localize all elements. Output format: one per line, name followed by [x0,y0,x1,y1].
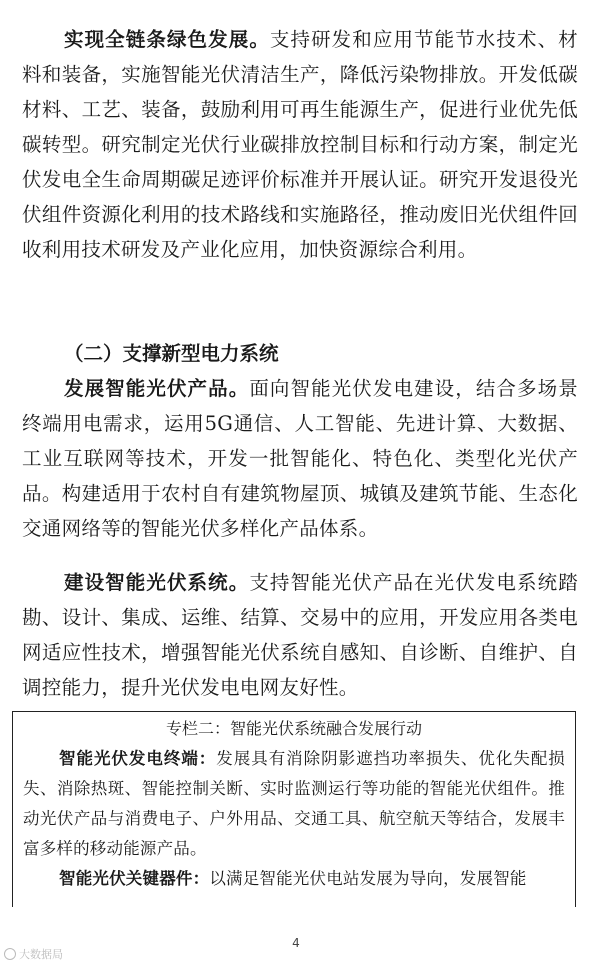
box-item-body: 以满足智能光伏电站发展为导向，发展智能 [209,869,527,888]
paragraph-body: 支持研发和应用节能节水技术、材料和装备，实施智能光伏清洁生产，降低污染物排放。开发低碳材料、工艺、装备，鼓励利用可再生能源生产，促进行业优先低碳转型。研究制定光伏行业碳排放控制目标和行动方案，制定光伏发电全生命周期碳足迹评价标准并开展认证。研究开发退役光伏组件资源化利用的技术路线和实施路径，推动废旧光伏组件回收利用技术研发及产业化应用，加快资源综合利用。 [22,28,578,261]
paragraph-lead: 建设智能光伏系统。 [64,571,250,594]
paragraph-body: 支持智能光伏产品在光伏发电系统踏勘、设计、集成、运维、结算、交易中的应用，开发应用各类电网适应性技术，增强智能光伏系统自感知、自诊断、自维护、自调控能力，提升光伏发电电网友好性。 [22,571,578,699]
page-number: 4 [292,936,300,950]
box-item-lead: 智能光伏关键器件： [59,869,210,888]
section-heading: （二）支撑新型电力系统 [64,342,279,365]
watermark [4,946,63,962]
watermark-text: 大数据局 [19,948,63,961]
paragraph-smart-products [22,371,578,546]
box-item-body: 发展具有消除阴影遮挡功率损失、优化失配损失、消除热斑、智能控制关断、实时监测运行等功能的智能光伏组件。推动光伏产品与消费电子、户外用品、交通工具、航空航天等结合，发展丰富多样的移动能源产品。 [23,749,565,858]
box-item-devices [23,864,565,894]
paragraph-lead: 实现全链条绿色发展。 [64,28,270,51]
column-box [12,711,576,907]
box-item-terminal [23,744,565,864]
paragraph-body: 面向智能光伏发电建设，结合多场景终端用电需求，运用5G通信、人工智能、先进计算、大数据、工业互联网等技术，开发一批智能化、特色化、类型化光伏产品。构建适用于农村自有建筑物屋顶、城镇及建筑节能、生态化交通网络等的智能光伏多样化产品体系。 [22,377,578,540]
paragraph-lead: 发展智能光伏产品。 [64,377,250,400]
watermark-logo-icon [4,948,16,960]
paragraph-smart-system [22,565,578,705]
paragraph-green-development [22,22,578,267]
box-title: 专栏二：智能光伏系统融合发展行动 [165,719,422,738]
box-item-lead: 智能光伏发电终端： [59,749,217,768]
